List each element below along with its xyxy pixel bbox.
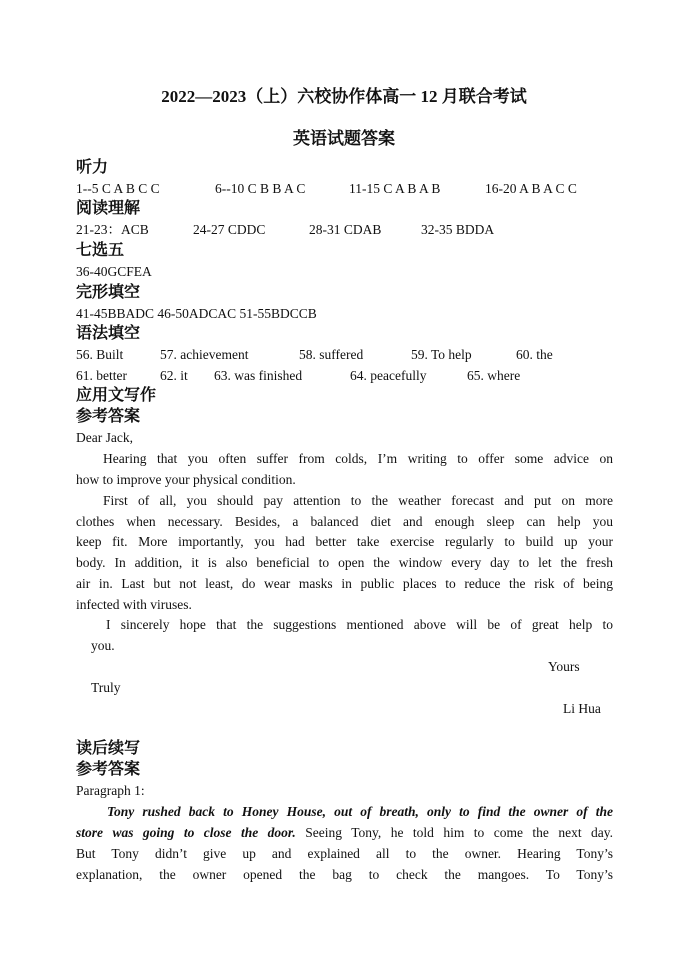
reference-answer-heading: 参考答案 <box>76 408 141 425</box>
letter-closing: Truly <box>91 680 121 695</box>
exam-subtitle: 英语试题答案 <box>293 129 395 148</box>
letter-salutation: Dear Jack, <box>76 430 133 445</box>
listening-answer-group: 6--10 C B B A C <box>215 181 306 196</box>
letter-closing: Yours <box>548 659 580 674</box>
story-given-sentence: store was going to close the door. <box>76 825 296 840</box>
grammar-answer: 63. was finished <box>214 368 303 383</box>
grammar-answer: 61. better <box>76 368 127 383</box>
grammar-answer: 60. the <box>516 347 553 362</box>
grammar-answer: 64. peacefully <box>350 368 427 383</box>
listening-answer-group: 11-15 C A B A B <box>349 181 441 196</box>
story-line: explanation, the owner opened the bag to check the mangoes. To Tony’s <box>76 867 613 882</box>
seven-five-answer: 36-40GCFEA <box>76 264 152 279</box>
grammar-answer: 62. it <box>160 368 188 383</box>
grammar-answer: 57. achievement <box>160 347 249 362</box>
story-line: But Tony didn’t give up and explained all to the owner. Hearing Tony’s <box>76 846 613 861</box>
reading-answer-group: 24-27 CDDC <box>193 222 266 237</box>
story-line: Tony rushed back to Honey House, out of breath, only to find the owner of the <box>107 804 613 819</box>
reading-answer-group: 21-23：ACB <box>76 222 149 237</box>
letter-paragraph-1-line: Hearing that you often suffer from colds, I’m writing to offer some advice on <box>103 451 613 466</box>
reading-answer-group: 28-31 CDAB <box>309 222 382 237</box>
letter-signature: Li Hua <box>563 701 601 716</box>
reference-answer-heading: 参考答案 <box>76 761 141 778</box>
listening-answer-group: 1--5 C A B C C <box>76 181 160 196</box>
grammar-answer: 59. To help <box>411 347 472 362</box>
letter-paragraph-1-line: how to improve your physical condition. <box>76 472 296 487</box>
cloze-answer: 41-45BBADC 46-50ADCAC 51-55BDCCB <box>76 306 317 321</box>
section-heading-listening: 听力 <box>76 159 109 176</box>
letter-paragraph-3-line: I sincerely hope that the suggestions mentioned above will be of great help to <box>106 617 613 632</box>
letter-paragraph-2-line: body. In addition, it is also beneficial to open the window every day to let the fresh <box>76 555 613 570</box>
paragraph-label: Paragraph 1: <box>76 783 145 798</box>
letter-paragraph-2-line: clothes when necessary. Besides, a balanced diet and enough sleep can help you <box>76 514 613 529</box>
reading-answer-group: 32-35 BDDA <box>421 222 495 237</box>
story-continuation: Seeing Tony, he told him to come the next day. <box>295 825 614 840</box>
section-heading-reading: 阅读理解 <box>76 200 141 217</box>
story-line <box>76 823 613 844</box>
letter-paragraph-3-line: you. <box>91 638 115 653</box>
letter-paragraph-2-line: First of all, you should pay attention to the weather forecast and put on more <box>103 493 613 508</box>
section-heading-practical-writing: 应用文写作 <box>76 387 157 404</box>
grammar-answer: 56. Built <box>76 347 124 362</box>
section-heading-continuation-writing: 读后续写 <box>76 740 141 757</box>
letter-paragraph-2-line: infected with viruses. <box>76 597 192 612</box>
grammar-answer: 65. where <box>467 368 521 383</box>
section-heading-grammar: 语法填空 <box>76 325 141 342</box>
grammar-answer: 58. suffered <box>299 347 364 362</box>
section-heading-cloze: 完形填空 <box>76 284 141 301</box>
letter-paragraph-2-line: air in. Last but not least, do wear masks in public places to reduce the risk of being <box>76 576 613 591</box>
letter-paragraph-2-line: keep fit. More importantly, you had better take exercise regularly to build up your <box>76 534 613 549</box>
section-heading-seven-five: 七选五 <box>76 242 125 259</box>
exam-title: 2022—2023（上）六校协作体高一 12 月联合考试 <box>161 87 527 106</box>
listening-answer-group: 16-20 A B A C C <box>485 181 577 196</box>
